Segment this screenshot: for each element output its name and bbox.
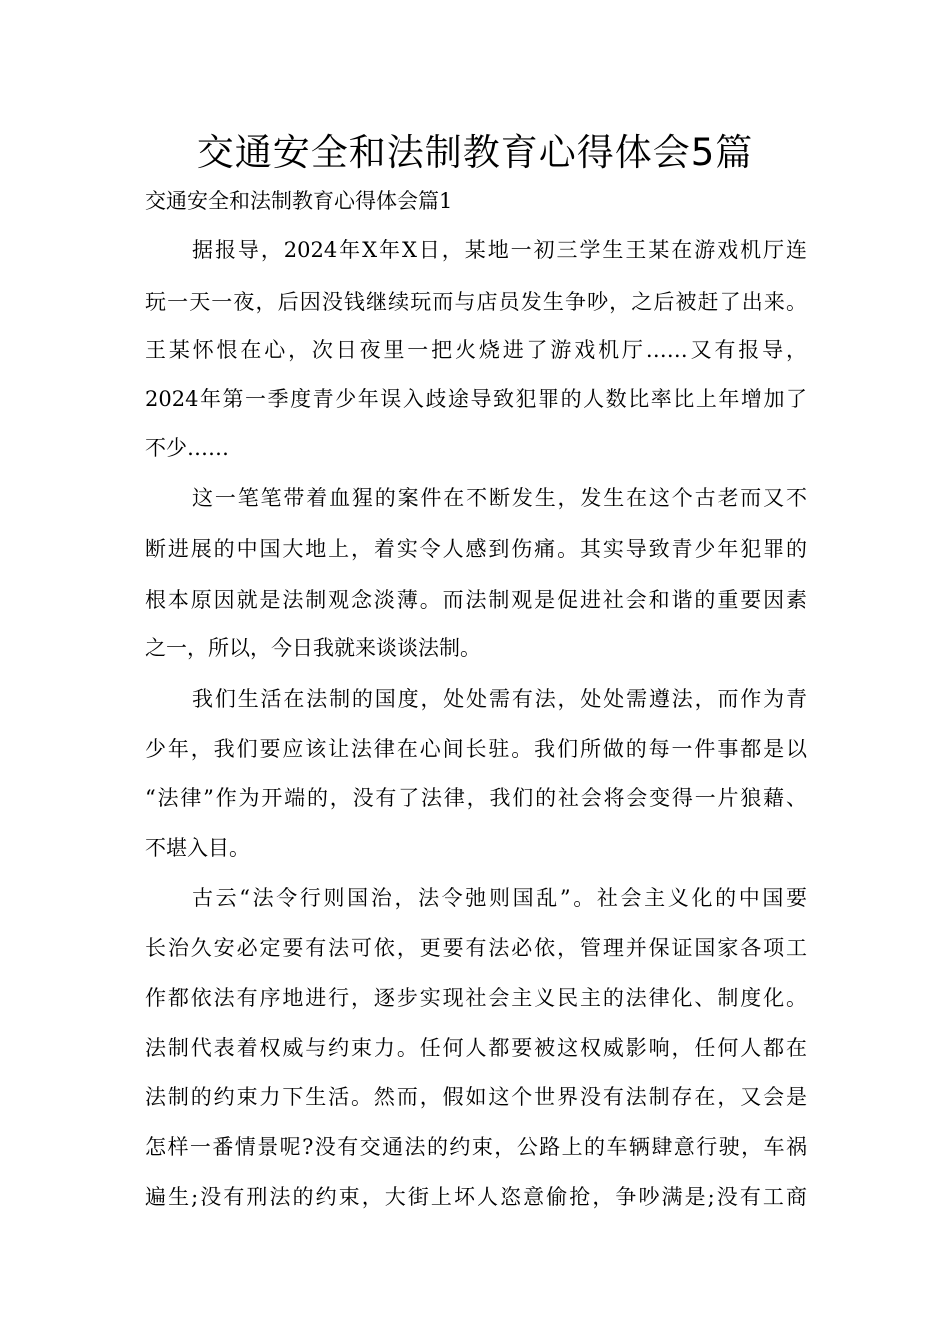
- paragraph-line: 古云“法令行则国治，法令弛则国乱”。社会主义化的中国要: [192, 886, 807, 910]
- paragraph-line: 少年，我们要应该让法律在心间长驻。我们所做的每一件事都是以: [145, 737, 807, 761]
- document-title: 交通安全和法制教育心得体会5篇: [196, 131, 754, 174]
- paragraph-line: 玩一天一夜，后因没钱继续玩而与店员发生争吵，之后被赶了出来。: [145, 290, 807, 314]
- paragraph-line: 不少……: [145, 436, 229, 460]
- paragraph-line: 长治久安必定要有法可依，更要有法必依，管理并保证国家各项工: [145, 936, 807, 960]
- paragraph-line: “法律”作为开端的，没有了法律，我们的社会将会变得一片狼藉、: [145, 786, 807, 810]
- paragraph-line: 根本原因就是法制观念淡薄。而法制观是促进社会和谐的重要因素: [145, 588, 807, 612]
- paragraph-line: 我们生活在法制的国度，处处需有法，处处需遵法，而作为青: [192, 687, 807, 711]
- paragraph-line: 之一，所以，今日我就来谈谈法制。: [145, 636, 481, 660]
- paragraph-line: 不堪入目。: [145, 836, 250, 860]
- paragraph-line: 断进展的中国大地上，着实令人感到伤痛。其实导致青少年犯罪的: [145, 537, 807, 561]
- paragraph-line: 这一笔笔带着血猩的案件在不断发生，发生在这个古老而又不: [192, 486, 807, 510]
- paragraph-line: 2024年第一季度青少年误入歧途导致犯罪的人数比率比上年增加了: [145, 387, 807, 411]
- paragraph-line: 怎样一番情景呢?没有交通法的约束，公路上的车辆肆意行驶，车祸: [145, 1135, 807, 1159]
- paragraph-line: 王某怀恨在心，次日夜里一把火烧进了游戏机厅……又有报导，: [145, 338, 807, 362]
- paragraph-line: 作都依法有序地进行，逐步实现社会主义民主的法律化、制度化。: [145, 986, 807, 1010]
- paragraph-line: 法制的约束力下生活。然而，假如这个世界没有法制存在，又会是: [145, 1085, 807, 1109]
- paragraph-line: 法制代表着权威与约束力。任何人都要被这权威影响，任何人都在: [145, 1036, 807, 1060]
- paragraph-line: 据报导，2024年X年X日，某地一初三学生王某在游戏机厅连: [192, 238, 807, 262]
- paragraph-line: 遍生;没有刑法的约束，大街上坏人恣意偷抢，争吵满是;没有工商: [145, 1185, 807, 1209]
- section-heading: 交通安全和法制教育心得体会篇1: [145, 189, 453, 213]
